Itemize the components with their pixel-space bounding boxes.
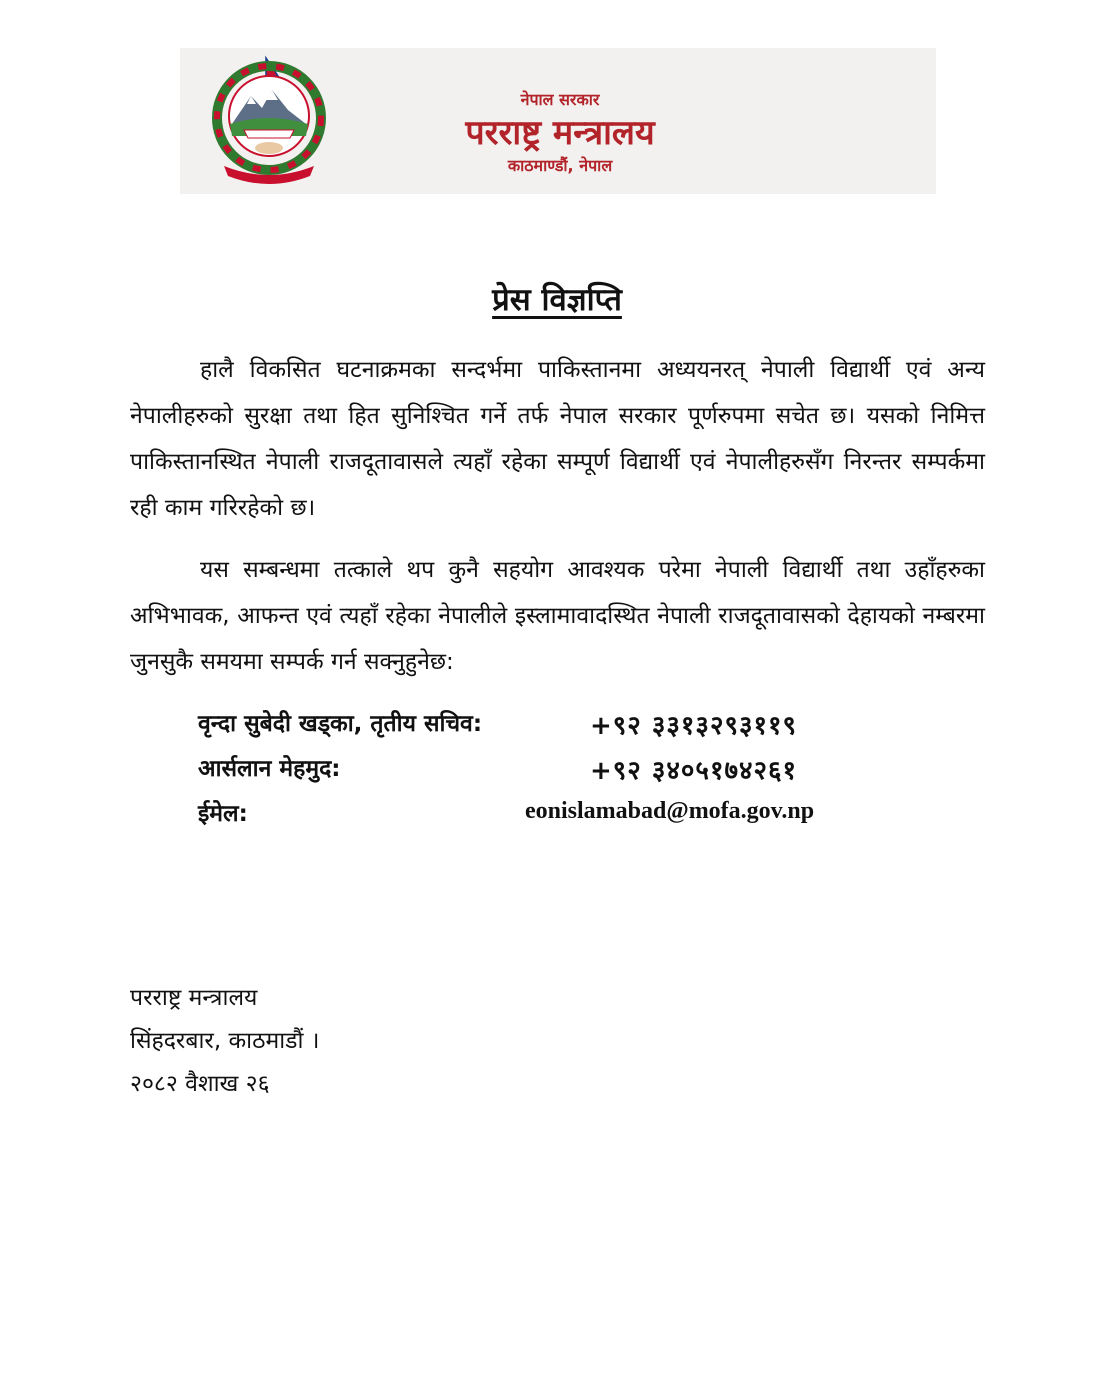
contact-row-1 <box>198 706 898 752</box>
letterhead <box>180 48 936 194</box>
paragraph-1: हालै विकसित घटनाक्रमका सन्दर्भमा पाकिस्तानमा अध्ययनरत् नेपाली विद्यार्थी एवं अन्य नेपालीहरुको सुरक्षा तथा हित सुनिश्चित गर्ने तर्फ नेपाल सरकार पूर्णरुपमा सचेत छ। यसको निमित्त पाकिस्तानस्थित नेपाली राजदूतावासले त्यहाँ रहेका सम्पूर्ण विद्यार्थी एवं नेपालीहरुसँग निरन्तर सम्पर्कमा रही काम गरिरहेको छ। <box>130 357 985 521</box>
footer-date: २०८२ वैशाख २६ <box>130 1071 270 1097</box>
contact-phone: +९२ ३४०५१७४२६१ <box>590 756 798 786</box>
page-title: प्रेस विज्ञप्ति <box>492 282 622 318</box>
contact-phone: +९२ ३३१३२९३११९ <box>590 711 798 741</box>
letterhead-text-block <box>390 48 730 194</box>
contact-label: ईमेल: <box>198 801 248 827</box>
letterhead-government: नेपाल सरकार <box>520 90 600 109</box>
nepal-emblem-icon <box>206 54 332 186</box>
contact-email: eonislamabad@mofa.gov.np <box>525 798 815 824</box>
footer-ministry: परराष्ट्र मन्त्रालय <box>130 985 258 1011</box>
letterhead-ministry: परराष्ट्र मन्त्रालय <box>465 113 655 153</box>
contact-row-email <box>198 796 898 842</box>
letterhead-city: काठमाण्डौं, नेपाल <box>507 156 613 175</box>
contact-row-2 <box>198 751 898 797</box>
contact-label: आर्सलान मेहमुद: <box>198 756 341 782</box>
contact-label: वृन्दा सुबेदी खड्का, तृतीय सचिव: <box>198 711 483 737</box>
footer-location: सिंहदरबार, काठमाडौं । <box>130 1028 320 1054</box>
paragraph-2: यस सम्बन्धमा तत्काले थप कुनै सहयोग आवश्यक परेमा नेपाली विद्यार्थी तथा उहाँहरुका अभिभावक, आफन्त एवं त्यहाँ रहेका नेपालीले इस्लामावादस्थित नेपाली राजदूतावासको देहायको नम्बरमा जुनसुकै समयमा सम्पर्क गर्न सक्नुहुनेछ: <box>130 557 985 675</box>
